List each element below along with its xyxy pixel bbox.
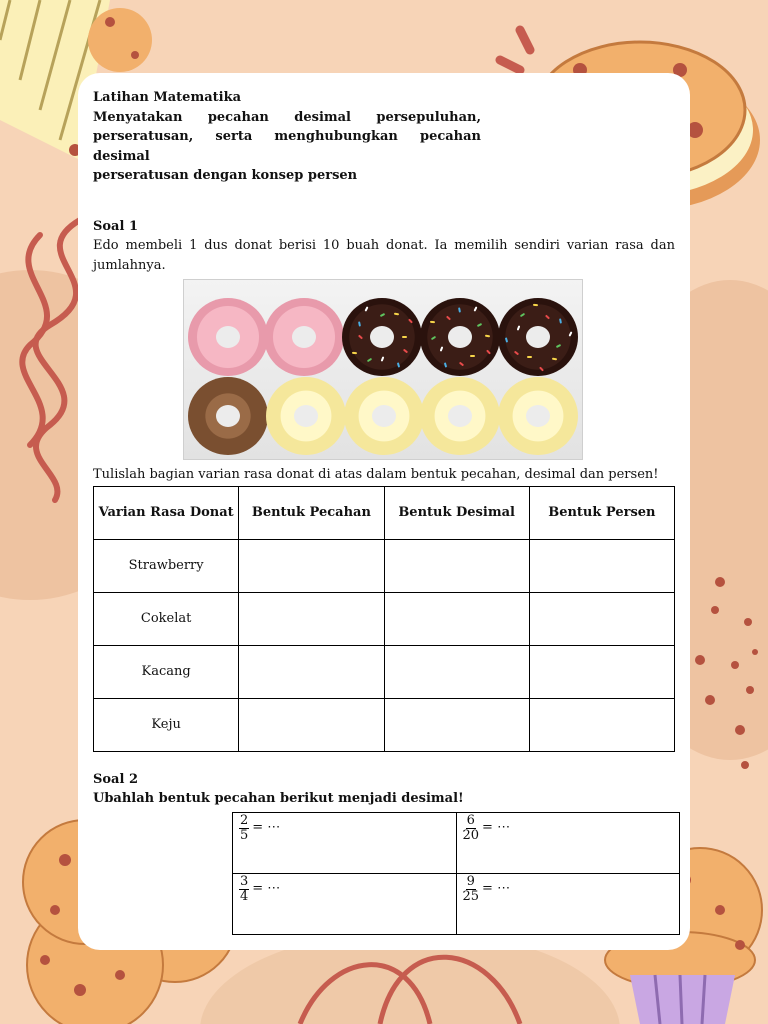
fraction [463, 814, 480, 843]
worksheet-content [93, 88, 675, 935]
sprinkle [365, 307, 369, 312]
sprinkle [559, 319, 562, 324]
sprinkle [533, 304, 538, 306]
donut-chocolate [420, 298, 500, 376]
sprinkle [458, 307, 461, 312]
sprinkle [403, 348, 408, 353]
table-row [94, 698, 675, 751]
sprinkle [539, 366, 544, 371]
answer-table [93, 486, 675, 752]
table-row [233, 812, 680, 873]
sprinkle [476, 323, 481, 327]
answer-cell[interactable] [384, 592, 529, 645]
donut-cheese [498, 377, 578, 455]
table-header-cell: Bentuk Desimal [384, 486, 529, 539]
sprinkle [545, 315, 550, 320]
donut-chocolate [342, 298, 422, 376]
soal1-instruction: Tulislah bagian varian rasa donat di atas dalam bentuk pecahan, desimal dan persen! [93, 467, 659, 482]
fraction-numerator: 3 [240, 873, 249, 889]
table-row [94, 592, 675, 645]
fraction-cell[interactable] [456, 812, 680, 873]
answer-cell[interactable] [239, 592, 384, 645]
donut-strawberry [264, 298, 344, 376]
answer-cell[interactable] [239, 645, 384, 698]
sprinkle [473, 306, 477, 311]
soal2-text: Ubahlah bentuk pecahan berikut menjadi desimal! [93, 791, 464, 806]
table-header-cell: Bentuk Pecahan [239, 486, 384, 539]
donut-cheese [266, 377, 346, 455]
table-row [233, 873, 680, 934]
sprinkle [429, 321, 434, 323]
sprinkle [397, 362, 400, 367]
fraction [239, 875, 249, 904]
sprinkle [440, 346, 444, 351]
fraction-numerator: 2 [240, 812, 249, 828]
sprinkle [520, 313, 525, 317]
table-header-cell: Bentuk Persen [529, 486, 674, 539]
fraction-numerator: 9 [466, 873, 475, 889]
answer-cell[interactable] [529, 592, 674, 645]
fraction [239, 814, 249, 843]
sprinkle [486, 349, 491, 354]
fraction [463, 875, 480, 904]
sprinkle [444, 363, 447, 368]
answer-cell[interactable] [384, 698, 529, 751]
sprinkle [514, 350, 519, 355]
donut-chocolate [498, 298, 578, 376]
sprinkle [352, 352, 357, 354]
sprinkle [393, 312, 398, 315]
answer-cell[interactable] [529, 645, 674, 698]
answer-cell[interactable] [239, 698, 384, 751]
soal1-text: Edo membeli 1 dus donat berisi 10 buah donat. Ia memilih sendiri varian rasa dan jumlahnya. [93, 238, 675, 273]
sprinkle [485, 334, 490, 337]
table-header-cell: Varian Rasa Donat [94, 486, 239, 539]
header-block [93, 88, 481, 186]
equals-blank: = ⋯ [252, 820, 281, 836]
answer-cell[interactable] [384, 539, 529, 592]
soal1-heading: Soal 1 [93, 218, 138, 234]
sprinkle [358, 321, 361, 326]
donut-cheese [420, 377, 500, 455]
sprinkle [408, 318, 413, 323]
soal2-heading: Soal 2 [93, 771, 138, 787]
sprinkle [505, 337, 508, 342]
donut-cheese [344, 377, 424, 455]
subtitle-line-1: Menyatakan pecahan desimal persepuluhan, [93, 109, 481, 125]
subtitle-line-3: perseratusan dengan konsep persen [93, 168, 358, 183]
fraction-cell[interactable] [233, 812, 457, 873]
equals-blank: = ⋯ [482, 820, 511, 836]
fraction-cell[interactable] [233, 873, 457, 934]
flavor-cell: Keju [94, 698, 239, 751]
sprinkle [517, 325, 521, 330]
flavor-cell: Cokelat [94, 592, 239, 645]
table-row [94, 645, 675, 698]
sprinkle [527, 356, 532, 358]
sprinkle [470, 355, 475, 357]
sprinkle [380, 313, 385, 317]
equals-blank: = ⋯ [252, 881, 281, 897]
sprinkle [446, 316, 451, 321]
fraction-denominator: 5 [240, 827, 249, 843]
flavor-cell: Kacang [94, 645, 239, 698]
fraction-numerator: 6 [466, 812, 475, 828]
donut-box-image [183, 279, 583, 460]
sprinkle [552, 358, 557, 361]
sprinkle [568, 331, 572, 336]
fraction-denominator: 4 [240, 888, 249, 904]
table-row [94, 539, 675, 592]
sprinkle [358, 335, 363, 340]
donut-peanut [188, 377, 268, 455]
fraction-table [232, 812, 680, 935]
sprinkle [366, 358, 371, 362]
sprinkle [431, 336, 436, 340]
answer-cell[interactable] [239, 539, 384, 592]
subtitle-line-2: perseratusan, serta menghubungkan pecahan desimal [93, 129, 481, 164]
answer-cell[interactable] [384, 645, 529, 698]
page-title: Latihan Matematika [93, 90, 242, 105]
equals-blank: = ⋯ [482, 881, 511, 897]
sprinkle [459, 362, 464, 367]
table-header-row [94, 486, 675, 539]
answer-cell[interactable] [529, 539, 674, 592]
sprinkle [556, 344, 561, 348]
answer-cell[interactable] [529, 698, 674, 751]
fraction-cell[interactable] [456, 873, 680, 934]
sprinkle [381, 356, 385, 361]
fraction-denominator: 25 [462, 888, 480, 904]
donut-strawberry [188, 298, 268, 376]
flavor-cell: Strawberry [94, 539, 239, 592]
sprinkle [402, 336, 407, 338]
fraction-denominator: 20 [462, 827, 480, 843]
